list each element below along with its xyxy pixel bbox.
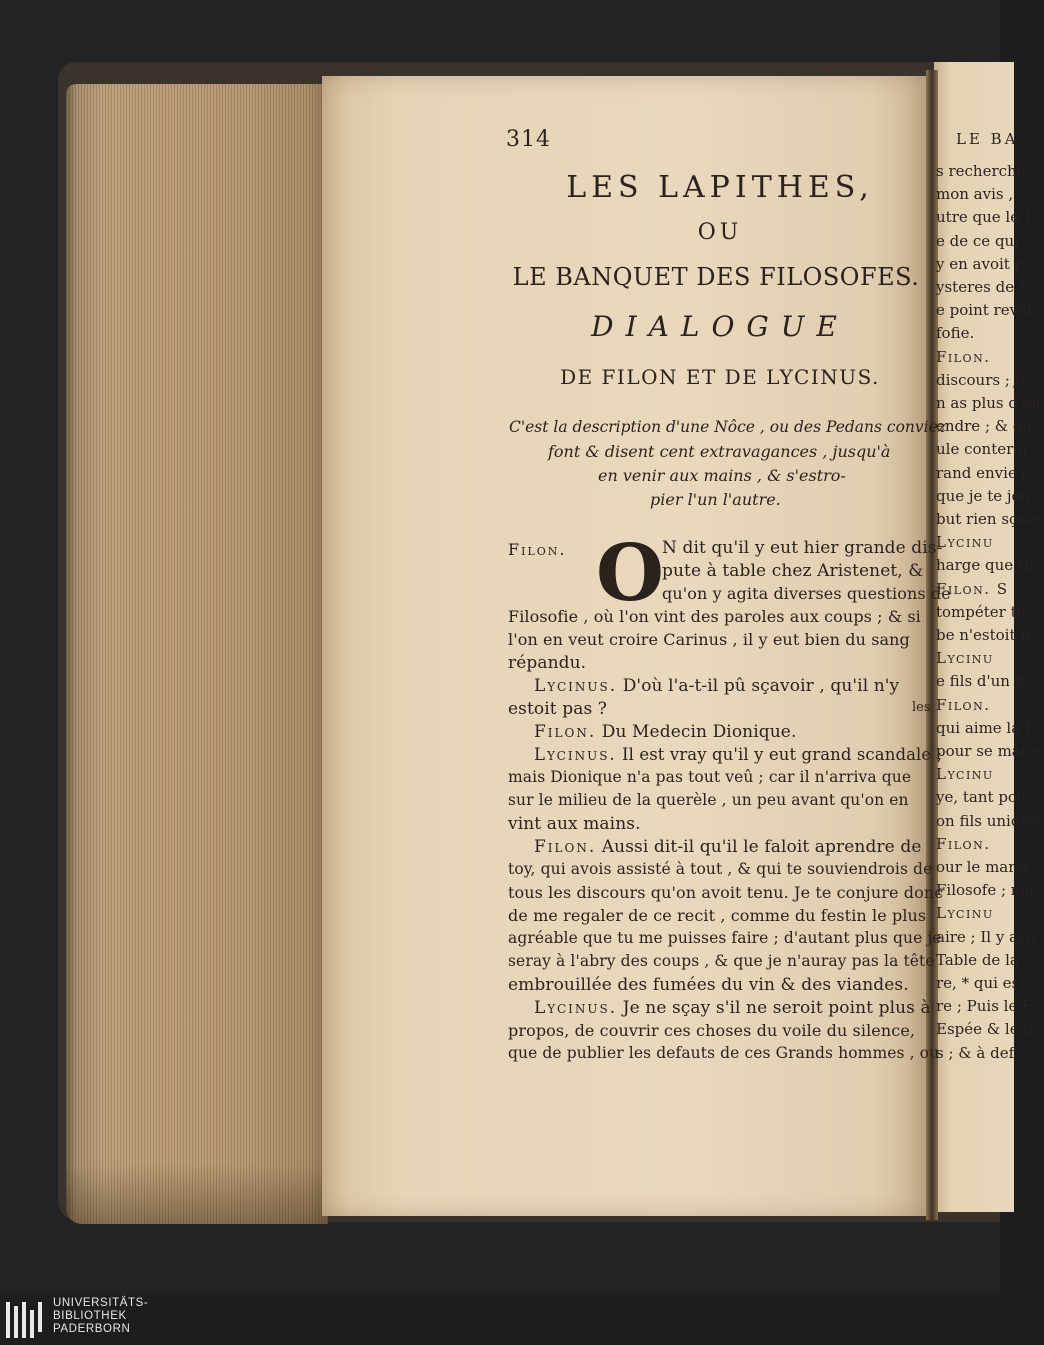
right-page-line: endre ; & qu bbox=[936, 417, 1033, 436]
text-line: agréable que tu me puisses faire ; d'autant plus que je bbox=[508, 929, 942, 947]
text-line: l'on en veut croire Carinus , il y eut bien du sang bbox=[508, 630, 910, 649]
right-page-header: LE BA bbox=[956, 130, 1019, 148]
speaker-label: Filon. bbox=[508, 540, 567, 559]
text-line: estoit pas ? bbox=[508, 699, 607, 719]
right-page-line: y en avoit p bbox=[936, 254, 1025, 273]
text-line: embrouillée des fumées du vin & des viandes. bbox=[508, 975, 909, 995]
right-page-line: re ; Puis le F bbox=[936, 997, 1033, 1016]
speaker-line bbox=[534, 722, 796, 742]
text-line: Du Medecin Dionique. bbox=[601, 722, 797, 742]
title-line-3: LE BANQUET DES FILOSOFES. bbox=[512, 263, 920, 291]
right-page-line: aire ; Il y avo bbox=[936, 927, 1036, 946]
text-line: que de publier les defauts de ces Grands hommes , ou bbox=[508, 1044, 940, 1062]
right-page-line: Filosofe ; ma bbox=[936, 881, 1034, 900]
right-page-line: our le maria bbox=[936, 858, 1030, 876]
speaker-line bbox=[534, 676, 899, 696]
right-page-line: Filon. bbox=[936, 695, 991, 714]
right-page-line: be n'estoit p bbox=[936, 626, 1030, 644]
text-line: propos, de couvrir ces choses du voile du silence, bbox=[508, 1021, 916, 1040]
right-page-line: but rien sçavo bbox=[936, 510, 1044, 528]
title-line-5: DE FILON ET DE LYCINUS. bbox=[560, 365, 880, 389]
right-page-line: que je te jou bbox=[936, 486, 1031, 505]
argument-line: font & disent cent extravagances , jusqu'à bbox=[548, 442, 891, 461]
right-page-line: Lycinu bbox=[936, 533, 994, 552]
argument-line: C'est la description d'une Nôce , ou des Pedans conviez bbox=[509, 418, 946, 436]
right-page-line: Lycinu bbox=[936, 765, 994, 784]
argument-line: en venir aux mains , & s'estro- bbox=[598, 466, 846, 485]
right-page-line: mon avis , bbox=[936, 185, 1014, 204]
right-page-line: s ; & à def bbox=[936, 1043, 1015, 1062]
right-page-line: Table de la : bbox=[936, 950, 1029, 969]
drop-cap: O bbox=[596, 528, 664, 619]
right-page-line: Lycinu bbox=[936, 649, 994, 668]
text-line: Aussi dit-il qu'il le faloit aprendre de bbox=[601, 837, 922, 857]
text-line: répandu. bbox=[508, 653, 587, 673]
right-page-line: pour se marie bbox=[936, 742, 1042, 760]
text-line: tous les discours qu'on avoit tenu. Je te conjure donc bbox=[508, 883, 944, 902]
library-logo-icon bbox=[6, 1300, 44, 1340]
right-page-line: Filon. bbox=[936, 347, 991, 366]
institution-name-line: BIBLIOTHEK bbox=[53, 1310, 127, 1322]
text-line: toy, qui avois assisté à tout , & qui te souviendrois de bbox=[508, 860, 933, 878]
right-page-line: Espée & le p bbox=[936, 1020, 1033, 1039]
speaker-label: Lycinus. bbox=[534, 676, 618, 696]
right-page-line: qui aime la Fi bbox=[936, 718, 1041, 737]
right-page-line: ysteres de I bbox=[936, 278, 1025, 296]
right-page-line: re, * qui es bbox=[936, 974, 1020, 992]
page-block-edges bbox=[66, 84, 328, 1224]
right-page-line: tompéter to bbox=[936, 602, 1026, 621]
text-line: N dit qu'il y eut hier grande dis- bbox=[662, 538, 943, 558]
right-page-line: e point revel bbox=[936, 301, 1032, 320]
speaker-line bbox=[534, 837, 921, 857]
text-line: seray à l'abry des coups , & que je n'auray pas la tête bbox=[508, 952, 935, 970]
right-page-line: e de ce qui bbox=[936, 231, 1019, 250]
text-line: Filosofie , où l'on vint des paroles aux coups ; & si bbox=[508, 607, 921, 626]
institution-name-line: UNIVERSITÄTS- bbox=[53, 1297, 149, 1309]
speaker-label: Lycinus. bbox=[534, 998, 618, 1018]
text-line: sur le milieu de la querèle , un peu avant qu'on en bbox=[508, 791, 909, 809]
text-line: D'où l'a-t-il pû sçavoir , qu'il n'y bbox=[622, 676, 900, 696]
right-page-line: harge que tu bbox=[936, 556, 1034, 575]
speaker-label: Lycinus. bbox=[534, 745, 617, 764]
argument-line: pier l'un l'autre. bbox=[650, 490, 781, 509]
text-line: vint aux mains. bbox=[508, 814, 641, 834]
library-footer bbox=[0, 1295, 1000, 1345]
catchword: les bbox=[912, 700, 931, 715]
right-page-line: n as plus d'en bbox=[936, 394, 1041, 412]
institution-name-line: PADERBORN bbox=[53, 1323, 131, 1335]
text-line: pute à table chez Aristenet, & bbox=[662, 561, 924, 581]
right-page-line: Filon. S bbox=[936, 579, 1009, 598]
page-number: 314 bbox=[506, 127, 551, 152]
text-line: mais Dionique n'a pas tout veû ; car il n'arriva que bbox=[508, 768, 912, 786]
right-page-line: Lycinu bbox=[936, 904, 994, 923]
right-page-line: Filon. bbox=[936, 834, 991, 853]
speaker-label: Filon. bbox=[534, 722, 597, 742]
right-page-line: rand envie c bbox=[936, 463, 1030, 482]
right-page-line: fofie. bbox=[936, 324, 975, 343]
right-page-line: utre que le I bbox=[936, 208, 1030, 227]
speaker-line bbox=[534, 745, 942, 764]
speaker-label: Filon. bbox=[534, 837, 597, 857]
right-page-line: s recherche. bbox=[936, 162, 1031, 180]
right-page-line: ye, tant pou bbox=[936, 788, 1027, 807]
right-page-line: ule conteroi bbox=[936, 440, 1028, 459]
speaker-line bbox=[534, 998, 931, 1018]
text-line: Il est vray qu'il y eut grand scandale ; bbox=[622, 745, 943, 764]
text-line: qu'on y agita diverses questions de bbox=[662, 584, 951, 603]
text-line: Je ne sçay s'il ne seroit point plus à bbox=[622, 998, 931, 1018]
right-page-line: on fils unique bbox=[936, 811, 1039, 830]
title-line-4: DIALOGUE bbox=[591, 310, 849, 343]
title-line-1: LES LAPITHES, bbox=[566, 170, 874, 205]
right-page-line: e fils d'un B bbox=[936, 672, 1026, 691]
title-line-2: OU bbox=[697, 220, 743, 245]
right-page-line: discours ; Je bbox=[936, 370, 1030, 389]
text-line: de me regaler de ce recit , comme du festin le plus bbox=[508, 906, 927, 925]
